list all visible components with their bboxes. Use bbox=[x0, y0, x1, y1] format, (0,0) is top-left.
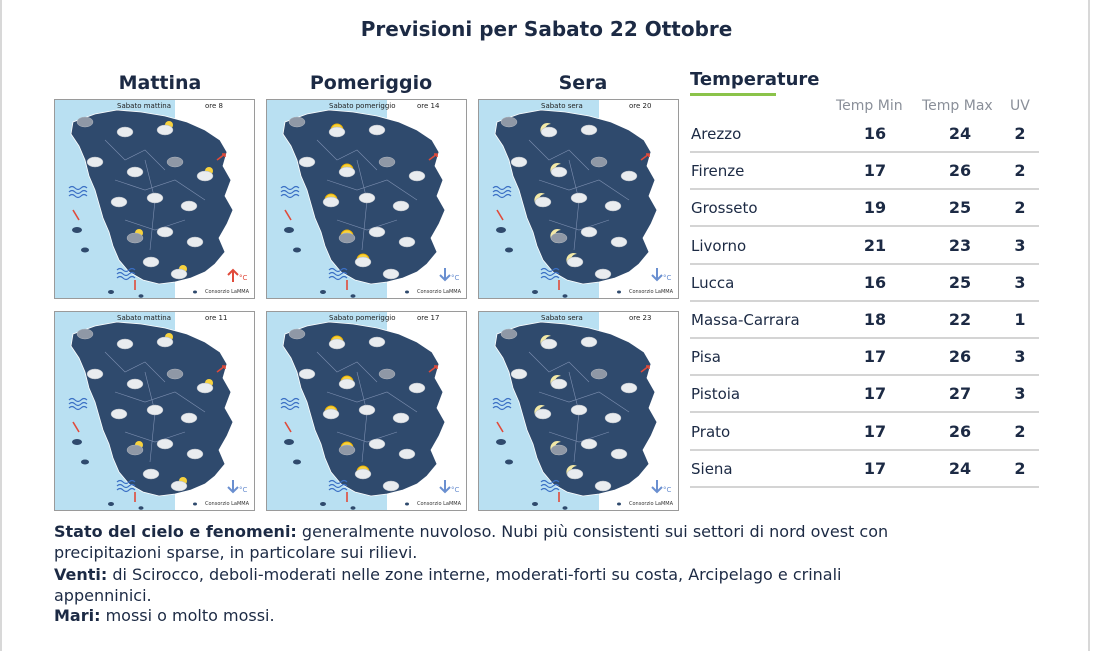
page-frame-left bbox=[0, 0, 2, 651]
map-caption-label: Sabato sera bbox=[541, 314, 583, 322]
uv-value: 2 bbox=[1014, 161, 1026, 181]
cloud-icon bbox=[323, 197, 339, 207]
temperature-row bbox=[690, 414, 1039, 451]
island bbox=[320, 502, 326, 506]
cloud-icon bbox=[501, 329, 517, 339]
cloud-icon bbox=[379, 369, 395, 379]
cloud-icon bbox=[77, 117, 93, 127]
temp-max-value: 26 bbox=[948, 421, 972, 441]
island bbox=[505, 460, 513, 465]
cloud-icon bbox=[511, 157, 527, 167]
island bbox=[505, 248, 513, 253]
map-caption-label: Sabato pomeriggio bbox=[329, 314, 396, 322]
temp-max-value: 25 bbox=[948, 272, 972, 292]
weather-map-sera-2[interactable] bbox=[478, 311, 679, 511]
cloud-icon bbox=[379, 157, 395, 167]
tuscany-map-drawing bbox=[479, 100, 678, 298]
island bbox=[293, 460, 301, 465]
temp-max-value: 24 bbox=[948, 458, 972, 478]
temp-min-value: 19 bbox=[863, 198, 887, 218]
cloud-icon bbox=[591, 157, 607, 167]
header-temp-max: Temp Max bbox=[922, 98, 993, 114]
island bbox=[193, 503, 197, 506]
cloud-icon bbox=[571, 405, 587, 415]
wind-text-line-2: appenninici. bbox=[54, 586, 152, 605]
island bbox=[532, 290, 538, 294]
cloud-icon bbox=[127, 379, 143, 389]
island bbox=[284, 227, 294, 233]
weather-map-pomeriggio-1[interactable] bbox=[266, 99, 467, 299]
tuscany-map-drawing bbox=[55, 312, 254, 510]
temp-max-value: 27 bbox=[948, 384, 972, 404]
uv-value: 3 bbox=[1014, 347, 1026, 367]
column-header-sera: Sera bbox=[558, 72, 608, 94]
map-caption-hour: ore 20 bbox=[629, 102, 652, 110]
uv-value: 3 bbox=[1014, 384, 1026, 404]
celsius-symbol: °C bbox=[451, 486, 460, 494]
cloud-icon bbox=[143, 257, 159, 267]
cloud-icon bbox=[409, 171, 425, 181]
cloud-icon bbox=[605, 413, 621, 423]
cloud-icon bbox=[197, 171, 213, 181]
cloud-icon bbox=[535, 409, 551, 419]
cloud-icon bbox=[87, 157, 103, 167]
cloud-icon bbox=[157, 439, 173, 449]
wind-text-line-1: di Scirocco, deboli-moderati nelle zone interne, moderati-forti su costa, Arcipelago e crinali bbox=[107, 565, 842, 584]
celsius-symbol: °C bbox=[239, 274, 248, 282]
cloud-icon bbox=[167, 369, 183, 379]
weather-map-sera-1[interactable] bbox=[478, 99, 679, 299]
cloud-icon bbox=[581, 227, 597, 237]
temp-max-value: 24 bbox=[948, 124, 972, 143]
cloud-icon bbox=[551, 167, 567, 177]
island bbox=[617, 291, 621, 294]
cloud-icon bbox=[551, 379, 567, 389]
island bbox=[351, 294, 356, 298]
celsius-symbol: °C bbox=[663, 274, 672, 282]
temp-min-value: 18 bbox=[863, 310, 887, 329]
cloud-icon bbox=[299, 369, 315, 379]
cloud-icon bbox=[329, 127, 345, 137]
weather-map-mattina-1[interactable] bbox=[54, 99, 255, 299]
tuscany-map-drawing bbox=[55, 100, 254, 298]
cloud-icon bbox=[171, 481, 187, 491]
sky-description bbox=[54, 522, 1054, 542]
cloud-icon bbox=[409, 383, 425, 393]
uv-value: 2 bbox=[1014, 198, 1026, 218]
map-caption-label: Sabato pomeriggio bbox=[329, 102, 396, 110]
temp-max-value: 26 bbox=[948, 347, 972, 367]
map-caption-hour: ore 8 bbox=[205, 102, 223, 110]
cloud-icon bbox=[187, 237, 203, 247]
cloud-icon bbox=[567, 469, 583, 479]
island bbox=[284, 439, 294, 445]
cloud-icon bbox=[111, 197, 127, 207]
cloud-icon bbox=[355, 257, 371, 267]
temperature-row bbox=[690, 339, 1039, 376]
island bbox=[563, 506, 568, 510]
cloud-icon bbox=[393, 201, 409, 211]
island bbox=[320, 290, 326, 294]
cloud-icon bbox=[535, 197, 551, 207]
island bbox=[496, 227, 506, 233]
cloud-icon bbox=[147, 193, 163, 203]
cloud-icon bbox=[157, 125, 173, 135]
cloud-icon bbox=[511, 369, 527, 379]
cloud-icon bbox=[157, 227, 173, 237]
cloud-icon bbox=[329, 339, 345, 349]
cloud-icon bbox=[399, 449, 415, 459]
celsius-symbol: °C bbox=[239, 486, 248, 494]
island bbox=[405, 503, 409, 506]
temperature-row bbox=[690, 451, 1039, 488]
uv-value: 2 bbox=[1014, 458, 1026, 478]
cloud-icon bbox=[369, 439, 385, 449]
temp-min-value: 17 bbox=[863, 347, 887, 367]
cloud-icon bbox=[355, 469, 371, 479]
cloud-icon bbox=[339, 379, 355, 389]
city-name: Lucca bbox=[691, 273, 735, 292]
temp-max-value: 23 bbox=[948, 235, 972, 255]
map-credit: Consorzio LaMMA bbox=[205, 289, 249, 295]
cloud-icon bbox=[611, 237, 627, 247]
city-name: Prato bbox=[691, 422, 731, 441]
cloud-icon bbox=[111, 409, 127, 419]
wind-label: Venti: bbox=[54, 565, 108, 584]
cloud-icon bbox=[591, 369, 607, 379]
map-caption-hour: ore 17 bbox=[417, 314, 440, 322]
island bbox=[351, 506, 356, 510]
cloud-icon bbox=[567, 257, 583, 267]
map-caption-label: Sabato mattina bbox=[117, 102, 171, 110]
cloud-icon bbox=[541, 339, 557, 349]
cloud-icon bbox=[383, 269, 399, 279]
island bbox=[496, 439, 506, 445]
cloud-icon bbox=[77, 329, 93, 339]
header-temp-min: Temp Min bbox=[836, 98, 903, 114]
cloud-icon bbox=[359, 193, 375, 203]
tuscany-map-drawing bbox=[267, 100, 466, 298]
cloud-icon bbox=[339, 167, 355, 177]
cloud-icon bbox=[167, 157, 183, 167]
temperature-row bbox=[690, 116, 1039, 153]
column-header-pomeriggio: Pomeriggio bbox=[309, 72, 433, 94]
weather-map-mattina-2[interactable] bbox=[54, 311, 255, 511]
page-title: Previsioni per Sabato 22 Ottobre bbox=[360, 17, 733, 41]
island bbox=[139, 506, 144, 510]
cloud-icon bbox=[339, 445, 355, 455]
city-name: Siena bbox=[691, 459, 733, 478]
sky-text-line-2: precipitazioni sparse, in particolare sui rilievi. bbox=[54, 543, 418, 562]
cloud-icon bbox=[147, 405, 163, 415]
map-credit: Consorzio LaMMA bbox=[417, 289, 461, 295]
temperature-row bbox=[690, 302, 1039, 339]
cloud-icon bbox=[393, 413, 409, 423]
city-name: Pistoia bbox=[691, 385, 741, 404]
island bbox=[193, 291, 197, 294]
map-credit: Consorzio LaMMA bbox=[417, 501, 461, 507]
cloud-icon bbox=[595, 269, 611, 279]
wind-description-cont bbox=[54, 586, 1054, 606]
tuscany-map-drawing bbox=[479, 312, 678, 510]
map-caption-label: Sabato sera bbox=[541, 102, 583, 110]
map-credit: Consorzio LaMMA bbox=[629, 289, 673, 295]
island bbox=[293, 248, 301, 253]
cloud-icon bbox=[127, 167, 143, 177]
temperature-row bbox=[690, 153, 1039, 190]
island bbox=[405, 291, 409, 294]
column-header-mattina: Mattina bbox=[118, 72, 202, 94]
cloud-icon bbox=[595, 481, 611, 491]
temp-max-value: 25 bbox=[948, 198, 972, 218]
uv-value: 3 bbox=[1014, 235, 1026, 255]
uv-value: 2 bbox=[1014, 421, 1026, 441]
temp-min-value: 21 bbox=[863, 235, 887, 255]
cloud-icon bbox=[581, 337, 597, 347]
cloud-icon bbox=[117, 127, 133, 137]
celsius-symbol: °C bbox=[451, 274, 460, 282]
map-caption-hour: ore 11 bbox=[205, 314, 228, 322]
map-credit: Consorzio LaMMA bbox=[629, 501, 673, 507]
city-name: Grosseto bbox=[691, 199, 758, 218]
uv-value: 2 bbox=[1014, 124, 1026, 143]
city-name: Livorno bbox=[691, 236, 747, 255]
cloud-icon bbox=[143, 469, 159, 479]
cloud-icon bbox=[359, 405, 375, 415]
cloud-icon bbox=[181, 201, 197, 211]
island bbox=[108, 502, 114, 506]
temperature-title: Temperature bbox=[690, 69, 820, 90]
island bbox=[81, 460, 89, 465]
cloud-icon bbox=[171, 269, 187, 279]
temp-min-value: 17 bbox=[863, 384, 887, 404]
map-caption-hour: ore 23 bbox=[629, 314, 652, 322]
temperature-row bbox=[690, 265, 1039, 302]
cloud-icon bbox=[581, 439, 597, 449]
cloud-icon bbox=[87, 369, 103, 379]
island bbox=[532, 502, 538, 506]
cloud-icon bbox=[551, 233, 567, 243]
island bbox=[81, 248, 89, 253]
cloud-icon bbox=[621, 171, 637, 181]
island bbox=[563, 294, 568, 298]
temp-min-value: 17 bbox=[863, 458, 887, 478]
city-name: Pisa bbox=[691, 348, 721, 367]
island bbox=[72, 439, 82, 445]
uv-value: 1 bbox=[1014, 310, 1026, 329]
cloud-icon bbox=[621, 383, 637, 393]
sea-text: mossi o molto mossi. bbox=[100, 606, 275, 625]
weather-map-pomeriggio-2[interactable] bbox=[266, 311, 467, 511]
temperature-row bbox=[690, 376, 1039, 413]
cloud-icon bbox=[157, 337, 173, 347]
cloud-icon bbox=[197, 383, 213, 393]
temp-min-value: 16 bbox=[863, 124, 887, 143]
cloud-icon bbox=[383, 481, 399, 491]
cloud-icon bbox=[369, 227, 385, 237]
temperature-title-underline bbox=[690, 93, 776, 96]
city-name: Firenze bbox=[691, 162, 745, 181]
cloud-icon bbox=[501, 117, 517, 127]
island bbox=[139, 294, 144, 298]
header-uv: UV bbox=[1010, 98, 1030, 114]
cloud-icon bbox=[117, 339, 133, 349]
cloud-icon bbox=[323, 409, 339, 419]
island bbox=[72, 227, 82, 233]
sea-description bbox=[54, 606, 1054, 626]
temp-min-value: 17 bbox=[863, 161, 887, 181]
wind-description bbox=[54, 565, 1054, 585]
cloud-icon bbox=[289, 329, 305, 339]
map-credit: Consorzio LaMMA bbox=[205, 501, 249, 507]
cloud-icon bbox=[369, 125, 385, 135]
temp-max-value: 22 bbox=[948, 310, 972, 329]
temperature-row bbox=[690, 228, 1039, 265]
cloud-icon bbox=[571, 193, 587, 203]
sky-description-cont bbox=[54, 543, 1054, 563]
map-caption-label: Sabato mattina bbox=[117, 314, 171, 322]
cloud-icon bbox=[611, 449, 627, 459]
sky-text-line-1: generalmente nuvoloso. Nubi più consistenti sui settori di nord ovest con bbox=[296, 522, 889, 541]
cloud-icon bbox=[551, 445, 567, 455]
temp-max-value: 26 bbox=[948, 161, 972, 181]
cloud-icon bbox=[581, 125, 597, 135]
tuscany-map-drawing bbox=[267, 312, 466, 510]
sky-label: Stato del cielo e fenomeni: bbox=[54, 522, 297, 541]
sea-label: Mari: bbox=[54, 606, 101, 625]
temperature-row bbox=[690, 190, 1039, 227]
cloud-icon bbox=[369, 337, 385, 347]
temp-min-value: 16 bbox=[863, 272, 887, 292]
island bbox=[108, 290, 114, 294]
cloud-icon bbox=[541, 127, 557, 137]
cloud-icon bbox=[605, 201, 621, 211]
cloud-icon bbox=[399, 237, 415, 247]
temp-min-value: 17 bbox=[863, 421, 887, 441]
island bbox=[617, 503, 621, 506]
city-name: Arezzo bbox=[691, 125, 742, 143]
cloud-icon bbox=[289, 117, 305, 127]
cloud-icon bbox=[339, 233, 355, 243]
uv-value: 3 bbox=[1014, 272, 1026, 292]
page-frame-right bbox=[1088, 0, 1090, 651]
cloud-icon bbox=[127, 445, 143, 455]
cloud-icon bbox=[187, 449, 203, 459]
city-name: Massa-Carrara bbox=[691, 311, 800, 329]
map-caption-hour: ore 14 bbox=[417, 102, 440, 110]
celsius-symbol: °C bbox=[663, 486, 672, 494]
cloud-icon bbox=[181, 413, 197, 423]
cloud-icon bbox=[299, 157, 315, 167]
cloud-icon bbox=[127, 233, 143, 243]
